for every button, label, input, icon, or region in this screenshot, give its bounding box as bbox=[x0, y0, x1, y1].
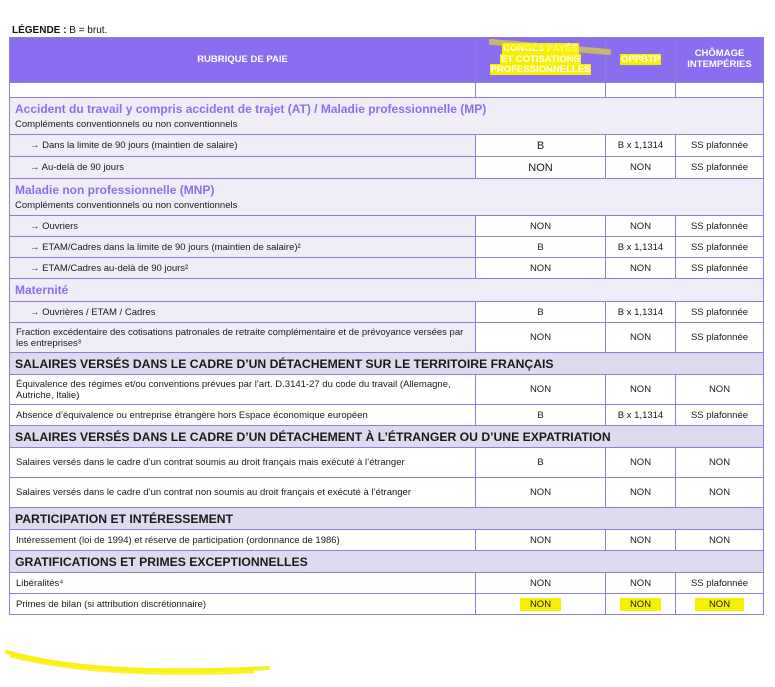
row-label: Intéressement (loi de 1994) et réserve de participation (ordonnance de 1986) bbox=[10, 530, 476, 551]
section-at bbox=[10, 98, 764, 135]
cell-chomage: SS plafonnée bbox=[676, 258, 764, 279]
cell-chomage: SS plafonnée bbox=[676, 135, 764, 157]
row-label: Salaires versés dans le cadre d’un contrat non soumis au droit français et exécuté à l’étranger bbox=[10, 478, 476, 508]
cell-chomage: NON bbox=[676, 448, 764, 478]
header-rubrique: RUBRIQUE DE PAIE bbox=[10, 38, 476, 83]
section-mnp bbox=[10, 179, 764, 216]
cell-chomage: SS plafonnée bbox=[676, 323, 764, 353]
header-chomage bbox=[676, 38, 764, 83]
section-title: Accident du travail y compris accident de trajet (AT) / Maladie professionnelle (MP) bbox=[15, 102, 487, 116]
cell-chomage: SS plafonnée bbox=[676, 157, 764, 179]
legend bbox=[12, 25, 107, 36]
section-subtitle: Compléments conventionnels ou non conventionnels bbox=[15, 119, 238, 130]
table-header-row bbox=[10, 38, 764, 83]
table-row bbox=[10, 237, 764, 258]
row-label: Salaires versés dans le cadre d’un contrat soumis au droit français mais exécuté à l’étranger bbox=[10, 448, 476, 478]
cell-oppbtp: NON bbox=[606, 448, 676, 478]
cell-oppbtp: B x 1,1314 bbox=[606, 405, 676, 426]
table-row bbox=[10, 405, 764, 426]
table-row bbox=[10, 323, 764, 353]
highlight-scribble-icon bbox=[3, 646, 273, 686]
table-row bbox=[10, 573, 764, 594]
cell-chomage: SS plafonnée bbox=[676, 573, 764, 594]
header-conges-payes bbox=[476, 38, 606, 83]
cell-oppbtp: NON bbox=[606, 478, 676, 508]
cell-oppbtp: NON bbox=[606, 216, 676, 237]
header-conges-l2: ET COTISATIONS bbox=[501, 53, 580, 65]
highlighted-value: NON bbox=[620, 598, 661, 611]
cell-oppbtp bbox=[606, 594, 676, 615]
table-row bbox=[10, 135, 764, 157]
table-row bbox=[10, 530, 764, 551]
cell-oppbtp: NON bbox=[606, 323, 676, 353]
header-chomage-l2: INTEMPÉRIES bbox=[687, 59, 752, 70]
table-row bbox=[10, 302, 764, 323]
cell-conges: NON bbox=[476, 258, 606, 279]
cell-chomage: SS plafonnée bbox=[676, 405, 764, 426]
cell-conges: B bbox=[476, 405, 606, 426]
section-title: SALAIRES VERSÉS DANS LE CADRE D’UN DÉTACHEMENT À L’ÉTRANGER OU D’UNE EXPATRIATION bbox=[10, 426, 764, 448]
cell-chomage bbox=[676, 594, 764, 615]
table-row bbox=[10, 375, 764, 405]
cell-chomage: SS plafonnée bbox=[676, 216, 764, 237]
cell-oppbtp: NON bbox=[606, 157, 676, 179]
header-oppbtp-label: OPPBTP bbox=[620, 53, 661, 65]
table-row bbox=[10, 258, 764, 279]
section-gratifications bbox=[10, 551, 764, 573]
highlighted-value: NON bbox=[695, 598, 744, 611]
table-row bbox=[10, 157, 764, 179]
table-row bbox=[10, 594, 764, 615]
cell-conges: B bbox=[476, 237, 606, 258]
spacer-row bbox=[10, 83, 764, 98]
row-label: Fraction excédentaire des cotisations patronales de retraite complémentaire et de prévoyance versées par les entreprises³ bbox=[10, 323, 476, 353]
row-label: → Dans la limite de 90 jours (maintien de salaire) bbox=[30, 140, 238, 151]
cell-oppbtp: NON bbox=[606, 375, 676, 405]
section-title: Maternité bbox=[15, 283, 69, 297]
legend-text: B = brut. bbox=[69, 25, 108, 36]
row-label: Primes de bilan (si attribution discrétionnaire) bbox=[10, 594, 476, 615]
cell-conges: NON bbox=[476, 478, 606, 508]
table-row bbox=[10, 478, 764, 508]
cell-conges: B bbox=[476, 135, 606, 157]
section-title: SALAIRES VERSÉS DANS LE CADRE D’UN DÉTACHEMENT SUR LE TERRITOIRE FRANÇAIS bbox=[10, 353, 764, 375]
table-row bbox=[10, 216, 764, 237]
cell-conges: NON bbox=[476, 216, 606, 237]
section-detachement-etranger bbox=[10, 426, 764, 448]
row-label: → Ouvrières / ETAM / Cadres bbox=[30, 306, 156, 318]
section-title: PARTICIPATION ET INTÉRESSEMENT bbox=[10, 508, 764, 530]
cell-conges: NON bbox=[476, 157, 606, 179]
row-label: → Au-delà de 90 jours bbox=[30, 162, 125, 173]
cell-chomage: NON bbox=[676, 375, 764, 405]
cell-conges: NON bbox=[476, 530, 606, 551]
header-chomage-l1: CHÔMAGE bbox=[694, 48, 745, 60]
cell-chomage: NON bbox=[676, 530, 764, 551]
row-label: Absence d’équivalence ou entreprise étrangère hors Espace économique européen bbox=[10, 405, 476, 426]
cell-oppbtp: NON bbox=[606, 573, 676, 594]
cell-conges: B bbox=[476, 448, 606, 478]
cell-conges: NON bbox=[476, 375, 606, 405]
header-oppbtp bbox=[606, 38, 676, 83]
payroll-table bbox=[9, 37, 764, 615]
row-label: Équivalence des régimes et/ou conventions prévues par l’art. D.3141-27 du code du travail (Allemagne, Autriche, Italie) bbox=[10, 375, 476, 405]
cell-oppbtp: B x 1,1314 bbox=[606, 302, 676, 323]
section-maternite bbox=[10, 279, 764, 302]
row-label: → ETAM/Cadres dans la limite de 90 jours (maintien de salaire)² bbox=[30, 241, 301, 253]
cell-conges: NON bbox=[476, 323, 606, 353]
header-conges-l3: PROFESSIONNELLES bbox=[490, 64, 591, 76]
legend-key: LÉGENDE : bbox=[12, 25, 67, 36]
cell-oppbtp: NON bbox=[606, 258, 676, 279]
section-subtitle: Compléments conventionnels ou non conventionnels bbox=[15, 200, 238, 211]
cell-chomage: SS plafonnée bbox=[676, 237, 764, 258]
cell-conges: B bbox=[476, 302, 606, 323]
section-title: GRATIFICATIONS ET PRIMES EXCEPTIONNELLES bbox=[10, 551, 764, 573]
cell-conges bbox=[476, 594, 606, 615]
cell-oppbtp: NON bbox=[606, 530, 676, 551]
row-label: Libéralités⁴ bbox=[10, 573, 476, 594]
row-label: → ETAM/Cadres au-delà de 90 jours² bbox=[30, 262, 189, 274]
section-title: Maladie non professionnelle (MNP) bbox=[15, 183, 215, 197]
cell-oppbtp: B x 1,1314 bbox=[606, 237, 676, 258]
highlighted-value: NON bbox=[520, 598, 561, 611]
cell-chomage: SS plafonnée bbox=[676, 302, 764, 323]
header-conges-l1: CONGÉS PAYÉS bbox=[503, 42, 578, 54]
cell-oppbtp: B x 1,1314 bbox=[606, 135, 676, 157]
section-participation bbox=[10, 508, 764, 530]
row-label: → Ouvriers bbox=[30, 220, 79, 232]
cell-conges: NON bbox=[476, 573, 606, 594]
cell-chomage: NON bbox=[676, 478, 764, 508]
table-row bbox=[10, 448, 764, 478]
section-detachement-france bbox=[10, 353, 764, 375]
